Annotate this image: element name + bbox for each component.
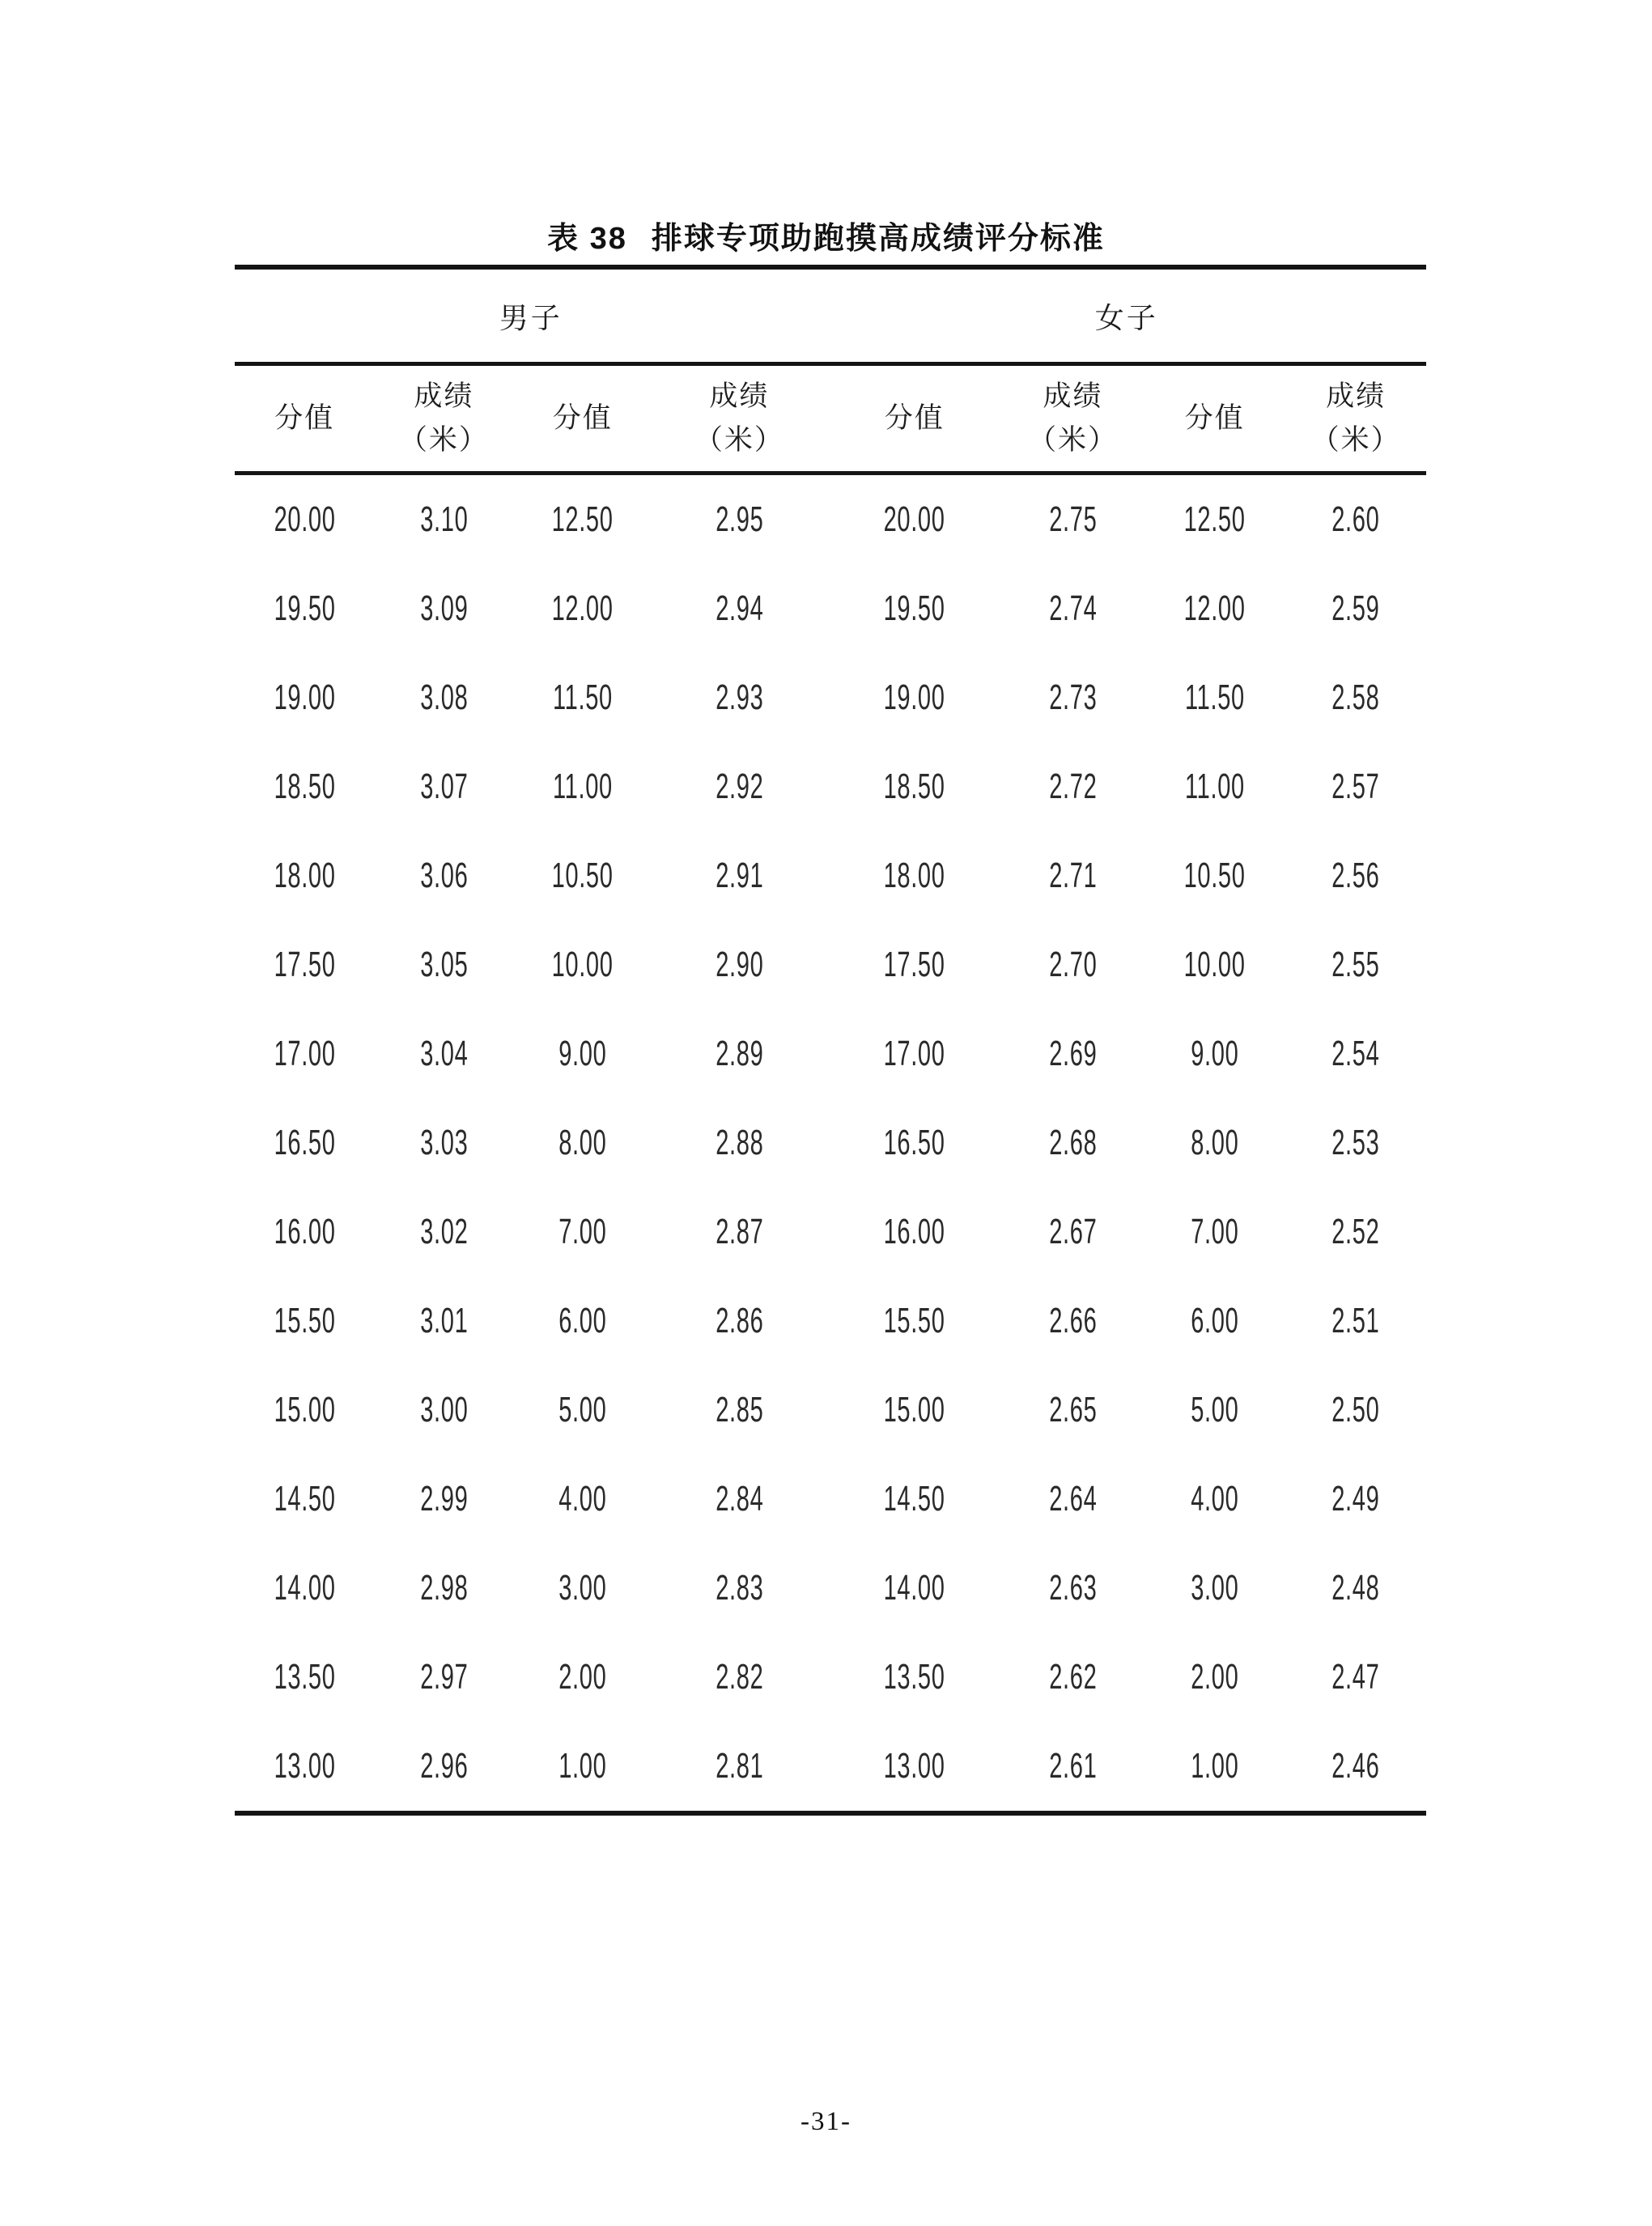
cell-value: 10.50	[551, 856, 614, 895]
table-cell	[1002, 831, 1144, 920]
col-header-score-label: 分值	[552, 401, 613, 434]
col-header-score	[235, 364, 374, 474]
group-header-men: 男子	[235, 267, 827, 364]
table-cell	[827, 1187, 1002, 1277]
cell-value: 5.00	[1191, 1390, 1239, 1429]
cell-value: 4.00	[1191, 1479, 1239, 1519]
cell-value: 2.59	[1331, 588, 1380, 628]
cell-value: 2.70	[1048, 945, 1098, 984]
table-cell	[1144, 1633, 1285, 1722]
cell-value: 15.50	[274, 1301, 336, 1340]
table-row	[235, 1187, 1426, 1277]
cell-value: 2.93	[715, 678, 763, 717]
score-table	[235, 265, 1426, 1816]
cell-value: 2.74	[1048, 588, 1098, 628]
col-header-result-label: 成绩	[1326, 380, 1387, 412]
table-cell	[827, 1098, 1002, 1187]
table-cell	[827, 1455, 1002, 1544]
table-row	[235, 831, 1426, 920]
cell-value: 2.61	[1048, 1746, 1098, 1786]
cell-value: 16.50	[883, 1123, 945, 1162]
table-cell	[1002, 1009, 1144, 1098]
cell-value: 2.75	[1048, 499, 1098, 539]
table-cell	[1144, 831, 1285, 920]
table-cell	[652, 831, 826, 920]
table-cell	[652, 920, 826, 1009]
table-cell	[1285, 1722, 1426, 1813]
table-cell	[513, 1633, 652, 1722]
cell-value: 10.00	[1183, 945, 1246, 984]
table-cell	[827, 1009, 1002, 1098]
table-cell	[827, 920, 1002, 1009]
cell-value: 2.63	[1048, 1568, 1098, 1608]
cell-value: 2.72	[1048, 767, 1098, 806]
cell-value: 2.87	[715, 1212, 763, 1251]
col-header-result	[1285, 364, 1426, 474]
cell-value: 3.06	[419, 856, 468, 895]
table-cell	[827, 474, 1002, 565]
cell-value: 2.53	[1331, 1123, 1380, 1162]
table-row	[235, 742, 1426, 831]
table-cell	[1002, 1455, 1144, 1544]
cell-value: 11.50	[1184, 678, 1245, 717]
group-header-women: 女子	[827, 267, 1426, 364]
table-cell	[652, 1544, 826, 1633]
cell-value: 3.04	[419, 1034, 468, 1073]
table-cell	[374, 742, 513, 831]
table-cell	[1285, 1009, 1426, 1098]
table-cell	[235, 1633, 374, 1722]
table-cell	[827, 742, 1002, 831]
cell-value: 19.00	[883, 678, 945, 717]
cell-value: 16.00	[274, 1212, 336, 1251]
col-header-result	[374, 364, 513, 474]
cell-value: 1.00	[558, 1746, 607, 1786]
group-header-row	[235, 267, 1426, 364]
cell-value: 2.00	[558, 1657, 607, 1697]
cell-value: 17.50	[274, 945, 336, 984]
cell-value: 2.67	[1048, 1212, 1098, 1251]
col-header-result-unit: （米）	[694, 424, 784, 456]
table-cell	[235, 1098, 374, 1187]
table-cell	[374, 474, 513, 565]
cell-value: 4.00	[558, 1479, 607, 1519]
cell-value: 2.68	[1048, 1123, 1098, 1162]
table-cell	[827, 1633, 1002, 1722]
col-header-result-label: 成绩	[1043, 380, 1103, 412]
cell-value: 2.66	[1048, 1301, 1098, 1340]
cell-value: 2.54	[1331, 1034, 1380, 1073]
table-cell	[374, 1366, 513, 1455]
table-cell	[513, 1009, 652, 1098]
cell-value: 2.97	[419, 1657, 468, 1697]
table-cell	[1144, 1009, 1285, 1098]
cell-value: 2.91	[715, 856, 763, 895]
table-cell	[1002, 1633, 1144, 1722]
table-cell	[374, 1633, 513, 1722]
table-cell	[1144, 1544, 1285, 1633]
cell-value: 2.69	[1048, 1034, 1098, 1073]
cell-value: 2.90	[715, 945, 763, 984]
cell-value: 3.02	[419, 1212, 468, 1251]
table-cell	[1144, 1277, 1285, 1366]
table-row	[235, 1722, 1426, 1813]
cell-value: 7.00	[1191, 1212, 1239, 1251]
col-header-score-label: 分值	[274, 401, 335, 434]
cell-value: 20.00	[274, 499, 336, 539]
table-cell	[827, 831, 1002, 920]
table-cell	[513, 653, 652, 742]
table-cell	[652, 474, 826, 565]
cell-value: 2.65	[1048, 1390, 1098, 1429]
table-cell	[374, 920, 513, 1009]
table-cell	[235, 653, 374, 742]
cell-value: 2.52	[1331, 1212, 1380, 1251]
table-cell	[235, 1544, 374, 1633]
cell-value: 18.00	[883, 856, 945, 895]
table-cell	[235, 742, 374, 831]
table-cell	[1002, 742, 1144, 831]
table-cell	[1285, 831, 1426, 920]
table-row	[235, 1455, 1426, 1544]
table-cell	[513, 564, 652, 653]
cell-value: 3.10	[419, 499, 468, 539]
cell-value: 1.00	[1191, 1746, 1239, 1786]
cell-value: 2.85	[715, 1390, 763, 1429]
table-cell	[1285, 920, 1426, 1009]
table-cell	[513, 1366, 652, 1455]
col-header-result-label: 成绩	[414, 380, 474, 412]
cell-value: 20.00	[883, 499, 945, 539]
cell-value: 2.89	[715, 1034, 763, 1073]
cell-value: 2.88	[715, 1123, 763, 1162]
table-cell	[1002, 564, 1144, 653]
table-cell	[1144, 564, 1285, 653]
cell-value: 15.00	[883, 1390, 945, 1429]
table-cell	[513, 1455, 652, 1544]
table-cell	[1144, 1455, 1285, 1544]
cell-value: 2.94	[715, 588, 763, 628]
cell-value: 6.00	[558, 1301, 607, 1340]
table-cell	[235, 1722, 374, 1813]
cell-value: 2.82	[715, 1657, 763, 1697]
cell-value: 19.50	[883, 588, 945, 628]
cell-value: 2.49	[1331, 1479, 1380, 1519]
cell-value: 2.56	[1331, 856, 1380, 895]
cell-value: 3.08	[419, 678, 468, 717]
table-cell	[374, 1544, 513, 1633]
table-cell	[652, 742, 826, 831]
table-cell	[1285, 1098, 1426, 1187]
cell-value: 12.00	[551, 588, 614, 628]
table-number: 表 38	[547, 222, 627, 256]
cell-value: 2.57	[1331, 767, 1380, 806]
table-row	[235, 653, 1426, 742]
cell-value: 2.99	[419, 1479, 468, 1519]
table-row	[235, 1366, 1426, 1455]
cell-value: 3.00	[419, 1390, 468, 1429]
cell-value: 2.81	[715, 1746, 763, 1786]
table-cell	[827, 564, 1002, 653]
cell-value: 15.50	[883, 1301, 945, 1340]
cell-value: 3.00	[558, 1568, 607, 1608]
table-cell	[374, 1187, 513, 1277]
table-cell	[827, 1277, 1002, 1366]
cell-value: 12.50	[1183, 499, 1246, 539]
table-cell	[374, 1722, 513, 1813]
table-cell	[1285, 1187, 1426, 1277]
cell-value: 3.00	[1191, 1568, 1239, 1608]
table-cell	[513, 1187, 652, 1277]
table-row	[235, 1277, 1426, 1366]
table-cell	[513, 1544, 652, 1633]
cell-value: 2.95	[715, 499, 763, 539]
table-cell	[374, 831, 513, 920]
table-cell	[1285, 1633, 1426, 1722]
table-cell	[513, 1722, 652, 1813]
table-cell	[1144, 1722, 1285, 1813]
table-cell	[652, 1366, 826, 1455]
table-cell	[1285, 1277, 1426, 1366]
cell-value: 8.00	[558, 1123, 607, 1162]
table-title-text: 排球专项助跑摸高成绩评分标准	[651, 222, 1105, 256]
table-row	[235, 474, 1426, 565]
cell-value: 2.73	[1048, 678, 1098, 717]
cell-value: 17.50	[883, 945, 945, 984]
cell-value: 9.00	[1191, 1034, 1239, 1073]
table-cell	[235, 920, 374, 1009]
table-cell	[235, 831, 374, 920]
table-cell	[1002, 1187, 1144, 1277]
table-row	[235, 1633, 1426, 1722]
table-cell	[1002, 474, 1144, 565]
table-cell	[1144, 920, 1285, 1009]
cell-value: 2.58	[1331, 678, 1380, 717]
table-cell	[235, 474, 374, 565]
table-cell	[235, 1009, 374, 1098]
cell-value: 2.47	[1331, 1657, 1380, 1697]
cell-value: 2.96	[419, 1746, 468, 1786]
cell-value: 2.00	[1191, 1657, 1239, 1697]
cell-value: 2.62	[1048, 1657, 1098, 1697]
table-cell	[1144, 1187, 1285, 1277]
cell-value: 3.01	[419, 1301, 468, 1340]
cell-value: 3.09	[419, 588, 468, 628]
table-cell	[374, 1277, 513, 1366]
col-header-score-label: 分值	[884, 401, 945, 434]
table-cell	[1002, 1722, 1144, 1813]
cell-value: 12.50	[551, 499, 614, 539]
col-header-result	[1002, 364, 1144, 474]
table-cell	[827, 1366, 1002, 1455]
cell-value: 9.00	[558, 1034, 607, 1073]
cell-value: 6.00	[1191, 1301, 1239, 1340]
cell-value: 2.46	[1331, 1746, 1380, 1786]
cell-value: 7.00	[558, 1212, 607, 1251]
table-cell	[652, 1187, 826, 1277]
cell-value: 12.00	[1183, 588, 1246, 628]
cell-value: 2.48	[1331, 1568, 1380, 1608]
table-cell	[652, 1722, 826, 1813]
table-cell	[1285, 564, 1426, 653]
table-cell	[513, 831, 652, 920]
table-cell	[374, 1455, 513, 1544]
table-row	[235, 1009, 1426, 1098]
cell-value: 10.50	[1183, 856, 1246, 895]
table-cell	[652, 564, 826, 653]
cell-value: 2.55	[1331, 945, 1380, 984]
table-cell	[652, 1633, 826, 1722]
cell-value: 11.00	[1184, 767, 1245, 806]
table-cell	[235, 1455, 374, 1544]
cell-value: 2.64	[1048, 1479, 1098, 1519]
col-header-result-label: 成绩	[709, 380, 770, 412]
table-cell	[1144, 742, 1285, 831]
table-cell	[374, 1098, 513, 1187]
table-cell	[1285, 1366, 1426, 1455]
table-cell	[652, 1098, 826, 1187]
cell-value: 19.50	[274, 588, 336, 628]
cell-value: 13.00	[274, 1746, 336, 1786]
table-row	[235, 1098, 1426, 1187]
cell-value: 2.86	[715, 1301, 763, 1340]
table-cell	[1002, 1277, 1144, 1366]
table-cell	[1285, 653, 1426, 742]
table-cell	[827, 1722, 1002, 1813]
cell-value: 16.00	[883, 1212, 945, 1251]
col-header-score	[513, 364, 652, 474]
table-row	[235, 564, 1426, 653]
col-header-score-label: 分值	[1184, 401, 1245, 434]
cell-value: 2.84	[715, 1479, 763, 1519]
cell-value: 14.50	[274, 1479, 336, 1519]
cell-value: 18.50	[883, 767, 945, 806]
table-body	[235, 474, 1426, 1814]
cell-value: 5.00	[558, 1390, 607, 1429]
table-cell	[1002, 920, 1144, 1009]
table-cell	[1144, 1098, 1285, 1187]
table-cell	[513, 1098, 652, 1187]
col-header-score	[1144, 364, 1285, 474]
cell-value: 19.00	[274, 678, 336, 717]
table-cell	[1002, 1366, 1144, 1455]
cell-value: 14.50	[883, 1479, 945, 1519]
cell-value: 2.50	[1331, 1390, 1380, 1429]
table-cell	[374, 564, 513, 653]
cell-value: 3.03	[419, 1123, 468, 1162]
cell-value: 8.00	[1191, 1123, 1239, 1162]
table-cell	[235, 564, 374, 653]
cell-value: 13.50	[274, 1657, 336, 1697]
cell-value: 2.71	[1048, 856, 1098, 895]
table-cell	[1144, 474, 1285, 565]
table-cell	[374, 653, 513, 742]
table-cell	[1002, 1098, 1144, 1187]
cell-value: 13.50	[883, 1657, 945, 1697]
cell-value: 2.83	[715, 1568, 763, 1608]
cell-value: 10.00	[551, 945, 614, 984]
table-cell	[652, 1455, 826, 1544]
cell-value: 16.50	[274, 1123, 336, 1162]
col-header-score	[827, 364, 1002, 474]
table-title	[0, 213, 1652, 257]
table-cell	[1285, 474, 1426, 565]
table-cell	[1285, 742, 1426, 831]
cell-value: 15.00	[274, 1390, 336, 1429]
cell-value: 11.50	[552, 678, 613, 717]
column-header-row	[235, 364, 1426, 474]
table-cell	[513, 920, 652, 1009]
table-cell	[513, 474, 652, 565]
table-cell	[513, 1277, 652, 1366]
cell-value: 11.00	[552, 767, 613, 806]
table-row	[235, 1544, 1426, 1633]
cell-value: 2.92	[715, 767, 763, 806]
table-cell	[1002, 1544, 1144, 1633]
table-cell	[513, 742, 652, 831]
table-cell	[1285, 1455, 1426, 1544]
table-cell	[1144, 653, 1285, 742]
table-row	[235, 920, 1426, 1009]
cell-value: 18.50	[274, 767, 336, 806]
page-number: -31-	[801, 2107, 851, 2136]
col-header-result-unit: （米）	[398, 424, 489, 456]
cell-value: 14.00	[274, 1568, 336, 1608]
cell-value: 2.60	[1331, 499, 1380, 539]
col-header-result-unit: （米）	[1310, 424, 1401, 456]
table-cell	[652, 653, 826, 742]
table-cell	[652, 1009, 826, 1098]
table-cell	[235, 1277, 374, 1366]
cell-value: 13.00	[883, 1746, 945, 1786]
table-cell	[827, 1544, 1002, 1633]
cell-value: 2.98	[419, 1568, 468, 1608]
cell-value: 14.00	[883, 1568, 945, 1608]
cell-value: 3.07	[419, 767, 468, 806]
table-cell	[827, 653, 1002, 742]
table-cell	[374, 1009, 513, 1098]
table-cell	[1144, 1366, 1285, 1455]
col-header-result-unit: （米）	[1028, 424, 1119, 456]
table-cell	[235, 1187, 374, 1277]
table-cell	[1002, 653, 1144, 742]
table-cell	[235, 1366, 374, 1455]
cell-value: 17.00	[274, 1034, 336, 1073]
table-cell	[1285, 1544, 1426, 1633]
cell-value: 18.00	[274, 856, 336, 895]
cell-value: 2.51	[1331, 1301, 1380, 1340]
col-header-result	[652, 364, 826, 474]
table-cell	[652, 1277, 826, 1366]
cell-value: 17.00	[883, 1034, 945, 1073]
cell-value: 3.05	[419, 945, 468, 984]
